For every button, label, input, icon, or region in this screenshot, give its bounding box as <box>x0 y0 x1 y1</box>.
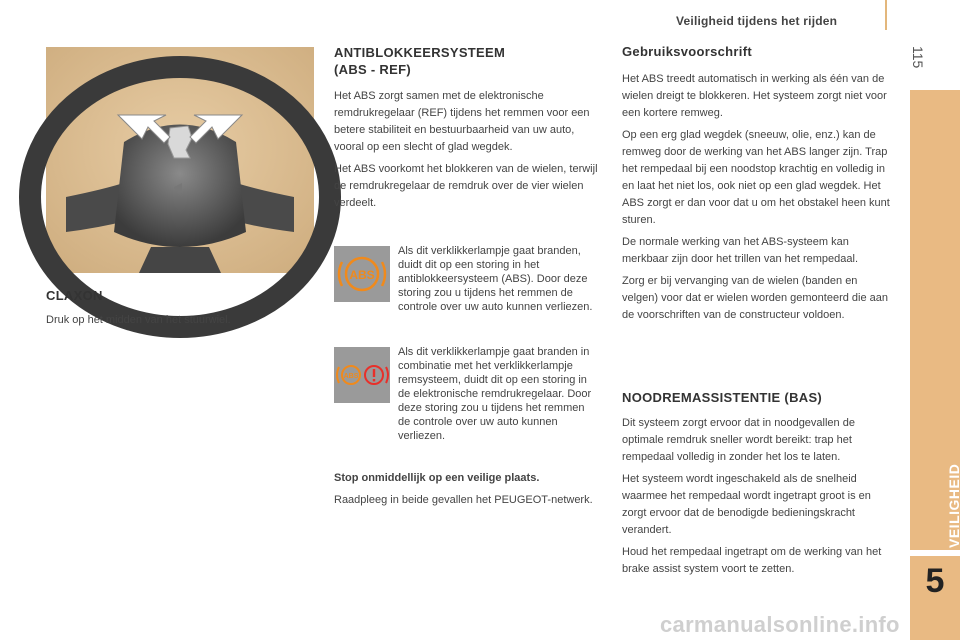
chapter-side-label: VEILIGHEID <box>946 463 962 548</box>
abs-warning-2-text: Als dit verklikkerlampje gaat branden in combinatie met het verklikkerlampje remsysteem, duidt dit op een storing in de elektronische remdrukregelaar. Door deze storing zou u tijdens het remmen de controle over uw auto kunnen verliezen. <box>398 346 592 442</box>
steering-wheel-image <box>46 47 314 273</box>
bas-paragraph-2: Het systeem wordt ingeschakeld als de snelheid waarmee het rempedaal wordt ingetrapt groot is en zorgt ervoor dat de benodigde bedieningskracht verandert. <box>622 473 871 536</box>
stop-instruction: Stop onmiddellijk op een veilige plaats. <box>334 472 540 484</box>
abs-warning-1-text: Als dit verklikkerlampje gaat branden, duidt dit op een storing in het antiblokkeersysteem (ABS). Door deze storing zou u tijdens het remmen de controle over uw auto kunnen verliezen. <box>398 245 593 313</box>
svg-text:ABS: ABS <box>349 268 375 282</box>
chapter-number: 5 <box>925 562 945 600</box>
header-divider <box>885 0 887 30</box>
usage-section <box>622 44 894 329</box>
page-number: 115 <box>910 46 926 69</box>
usage-paragraph-1: Het ABS treedt automatisch in werking als één van de wielen dreigt te blokkeren. Het systeem zorgt niet voor een kortere remweg. <box>622 73 887 119</box>
page-header-title: Veiligheid tijdens het rijden <box>676 14 838 28</box>
usage-paragraph-4: Zorg er bij vervanging van de wielen (banden en velgen) voor dat er wielen worden gemonteerd die aan de voorschriften van de constructeur voldoen. <box>622 275 888 321</box>
usage-paragraph-3: De normale werking van het ABS-systeem kan merkbaar zijn door het trillen van het rempedaal. <box>622 236 859 265</box>
bas-paragraph-1: Dit systeem zorgt ervoor dat in noodgevallen de optimale remdruk sneller wordt bereikt: trap het rempedaal volledig in zonder het los te laten. <box>622 417 855 463</box>
usage-heading: Gebruiksvoorschrift <box>622 44 752 59</box>
abs-paragraph-2: Het ABS voorkomt het blokkeren van de wielen, terwijl de remdrukregelaar de remdruk over de vier wielen verdeelt. <box>334 163 598 209</box>
bas-paragraph-3: Houd het rempedaal ingetrapt om de werking van het brake assist system voort te zetten. <box>622 546 882 575</box>
abs-section <box>334 44 604 217</box>
bas-heading: NOODREMASSISTENTIE (BAS) <box>622 390 823 405</box>
consult-network-text: Raadpleeg in beide gevallen het PEUGEOT-netwerk. <box>334 494 593 506</box>
abs-warning-light-icon <box>334 246 390 302</box>
watermark-text: carmanualsonline.info <box>660 612 900 637</box>
bas-section <box>622 390 894 583</box>
svg-text:ABS: ABS <box>343 373 359 380</box>
claxon-heading: CLAXON <box>46 288 103 303</box>
abs-brake-warning-light-icon <box>334 347 390 403</box>
usage-paragraph-2: Op een erg glad wegdek (sneeuw, olie, enz.) kan de remweg door de werking van het ABS langer zijn. Trap het rempedaal bij een noodstop krachtig en volledig in en laat het niet los, ook niet op een glad wegdek. Het ABS zorgt er dan voor dat u om het obstakel heen kunt sturen. <box>622 129 890 226</box>
abs-heading: ANTIBLOKKEERSYSTEEM (ABS - REF) <box>334 45 506 77</box>
abs-paragraph-1: Het ABS zorgt samen met de elektronische remdrukregelaar (REF) tijdens het remmen voor een betere stabiliteit en bestuurbaarheid van uw auto, vooral op een slecht of glad wegdek. <box>334 90 590 153</box>
claxon-text: Druk op het midden van het stuurwiel. <box>46 314 231 326</box>
